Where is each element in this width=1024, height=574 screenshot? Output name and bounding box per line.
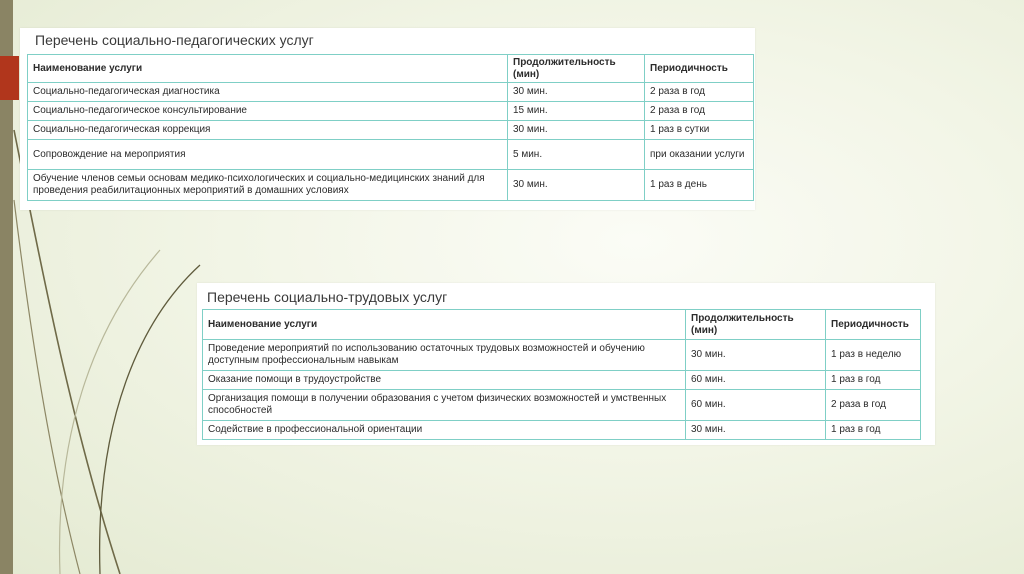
- cell: 15 мин.: [508, 102, 645, 121]
- table-row: [203, 340, 921, 371]
- cell: 1 раз в год: [826, 421, 921, 440]
- table-row: [28, 170, 754, 201]
- table-title: Перечень социально-педагогических услуг: [35, 32, 314, 48]
- cell: 1 раз в неделю: [826, 340, 921, 371]
- cell: 60 мин.: [686, 390, 826, 421]
- cell: Социально-педагогическая коррекция: [28, 121, 508, 140]
- cell: 5 мин.: [508, 140, 645, 170]
- cell: 30 мин.: [686, 340, 826, 371]
- cell: 30 мин.: [508, 83, 645, 102]
- services-panel-pedagogical: [20, 28, 755, 210]
- cell: при оказании услуги: [645, 140, 754, 170]
- cell: Организация помощи в получении образования с учетом физических возможностей и умственных способностей: [203, 390, 686, 421]
- header-cell: Периодичность: [645, 55, 754, 83]
- table-row: [203, 371, 921, 390]
- services-table: [202, 309, 921, 440]
- table-header-row: [203, 310, 921, 340]
- table-row: [28, 121, 754, 140]
- cell: Сопровождение на мероприятия: [28, 140, 508, 170]
- services-table: [27, 54, 754, 201]
- cell: 1 раз в день: [645, 170, 754, 201]
- cell: 30 мин.: [508, 121, 645, 140]
- cell: Социально-педагогическое консультирование: [28, 102, 508, 121]
- header-cell: Продолжительность (мин): [508, 55, 645, 83]
- table-row: [28, 140, 754, 170]
- header-cell: Периодичность: [826, 310, 921, 340]
- table-row: [203, 421, 921, 440]
- cell: Оказание помощи в трудоустройстве: [203, 371, 686, 390]
- cell: 1 раз в сутки: [645, 121, 754, 140]
- table-header-row: [28, 55, 754, 83]
- cell: 60 мин.: [686, 371, 826, 390]
- cell: 1 раз в год: [826, 371, 921, 390]
- table-title: Перечень социально-трудовых услуг: [207, 289, 448, 305]
- services-panel-labor: [197, 283, 935, 445]
- table-row: [28, 102, 754, 121]
- table-row: [203, 390, 921, 421]
- cell: Обучение членов семьи основам медико-психологических и социально-медицинских знаний для проведения реабилитационных мероприятий в домашних условиях: [28, 170, 508, 201]
- cell: Содействие в профессиональной ориентации: [203, 421, 686, 440]
- header-cell: Наименование услуги: [28, 55, 508, 83]
- cell: 2 раза в год: [645, 83, 754, 102]
- cell: 30 мин.: [508, 170, 645, 201]
- cell: 30 мин.: [686, 421, 826, 440]
- cell: 2 раза в год: [645, 102, 754, 121]
- table-row: [28, 83, 754, 102]
- cell: Социально-педагогическая диагностика: [28, 83, 508, 102]
- header-cell: Наименование услуги: [203, 310, 686, 340]
- cell: 2 раза в год: [826, 390, 921, 421]
- cell: Проведение мероприятий по использованию остаточных трудовых возможностей и обучению доступным профессиональным навыкам: [203, 340, 686, 371]
- header-cell: Продолжительность (мин): [686, 310, 826, 340]
